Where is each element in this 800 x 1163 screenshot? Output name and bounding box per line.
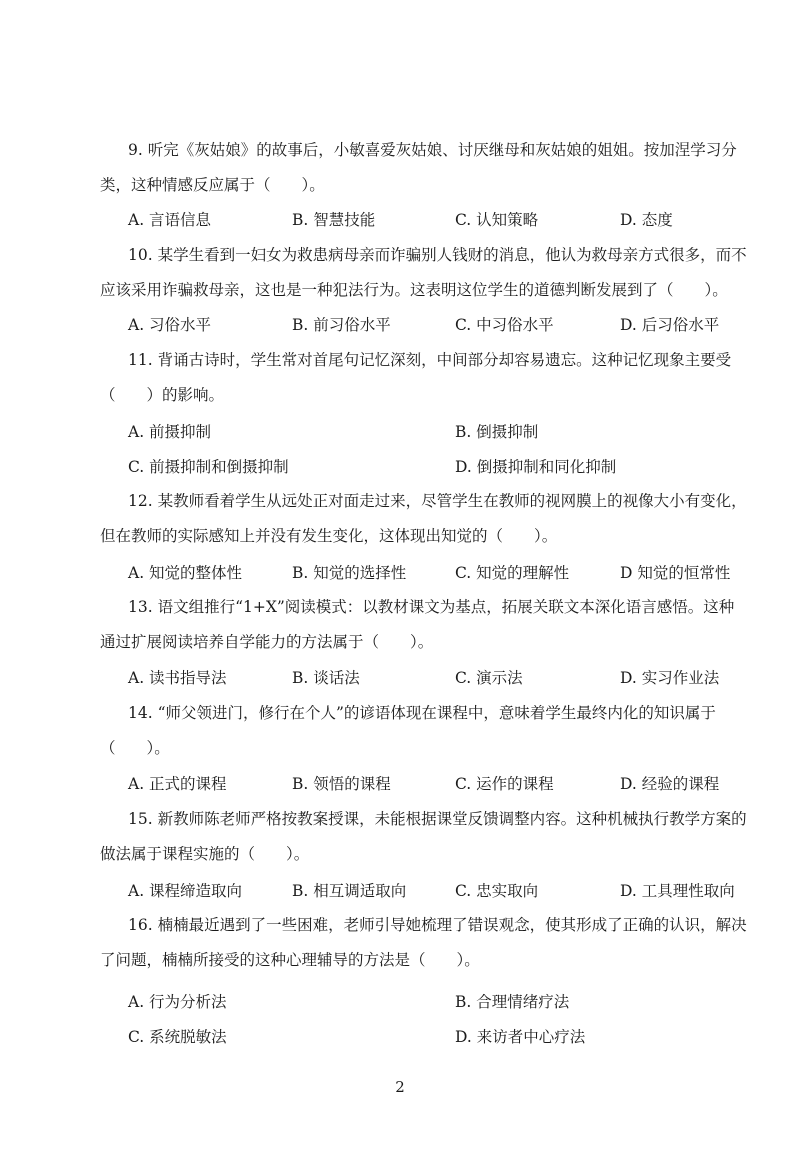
question-9-options [0, 203, 800, 237]
option-d[interactable]: D. 经验的课程 [620, 775, 720, 793]
option-b[interactable]: B. 合理情绪疗法 [455, 993, 570, 1011]
question-16-line-1: 16. 楠楠最近遇到了一些困难，老师引导她梳理了错误观念，使其形成了正确的认识，解决 [128, 916, 747, 934]
question-11-options-row-1 [0, 415, 800, 449]
question-11-options-row-2 [0, 450, 800, 484]
option-a[interactable]: A. 行为分析法 [128, 993, 227, 1011]
option-b[interactable]: B. 领悟的课程 [292, 775, 391, 793]
option-d[interactable]: D. 态度 [620, 211, 673, 229]
option-c[interactable]: C. 系统脱敏法 [128, 1028, 227, 1046]
question-9-line-1: 9. 听完《灰姑娘》的故事后，小敏喜爱灰姑娘、讨厌继母和灰姑娘的姐姐。按加涅学习分 [128, 141, 737, 159]
question-15-line-1: 15. 新教师陈老师严格按教案授课，未能根据课堂反馈调整内容。这种机械执行教学方案的 [128, 810, 747, 828]
option-a[interactable]: A. 正式的课程 [128, 775, 227, 793]
option-d[interactable]: D. 来访者中心疗法 [455, 1028, 586, 1046]
question-13-options [0, 661, 800, 695]
option-d[interactable]: D. 后习俗水平 [620, 316, 720, 334]
question-10-line-1: 10. 某学生看到一妇女为救患病母亲而诈骗别人钱财的消息，他认为救母亲方式很多，而不 [128, 246, 747, 264]
question-13-line-2: 通过扩展阅读培养自学能力的方法属于（ ）。 [100, 633, 434, 651]
option-b[interactable]: B. 相互调适取向 [292, 882, 407, 900]
option-c[interactable]: C. 知觉的理解性 [455, 564, 570, 582]
question-10-line-2: 应该采用诈骗救母亲，这也是一种犯法行为。这表明这位学生的道德判断发展到了（ ）。 [100, 281, 728, 299]
option-c[interactable]: C. 认知策略 [455, 211, 539, 229]
option-a[interactable]: A. 习俗水平 [128, 316, 212, 334]
option-a[interactable]: A. 读书指导法 [128, 669, 227, 687]
question-11-line-1: 11. 背诵古诗时，学生常对首尾句记忆深刻，中间部分却容易遗忘。这种记忆现象主要受 [128, 351, 732, 369]
option-b[interactable]: B. 知觉的选择性 [292, 564, 407, 582]
question-16-options-row-2 [0, 1020, 800, 1054]
question-15-options [0, 874, 800, 908]
question-12-line-1: 12. 某教师看着学生从远处正对面走过来，尽管学生在教师的视网膜上的视像大小有变化， [128, 492, 747, 510]
option-a[interactable]: A. 言语信息 [128, 211, 212, 229]
question-16-line-2: 了问题，楠楠所接受的这种心理辅导的方法是（ ）。 [100, 951, 480, 969]
question-13-line-1: 13. 语文组推行“1+X”阅读模式：以教材课文为基点，拓展关联文本深化语言感悟。这种 [128, 598, 735, 616]
question-10-options [0, 308, 800, 342]
option-d[interactable]: D. 实习作业法 [620, 669, 720, 687]
option-d[interactable]: D 知觉的恒常性 [620, 564, 731, 582]
option-c[interactable]: C. 演示法 [455, 669, 523, 687]
option-d[interactable]: D. 工具理性取向 [620, 882, 735, 900]
question-14-line-1: 14. “师父领进门，修行在个人”的谚语体现在课程中，意味着学生最终内化的知识属于 [128, 704, 716, 722]
option-a[interactable]: A. 课程缔造取向 [128, 882, 243, 900]
option-a[interactable]: A. 知觉的整体性 [128, 564, 243, 582]
question-11-line-2: （ ）的影响。 [100, 386, 225, 404]
option-d[interactable]: D. 倒摄抑制和同化抑制 [455, 458, 617, 476]
question-15-line-2: 做法属于课程实施的（ ）。 [100, 845, 310, 863]
question-12-options [0, 556, 800, 590]
option-c[interactable]: C. 中习俗水平 [455, 316, 554, 334]
page-number: 2 [395, 1078, 405, 1096]
question-9-line-2: 类，这种情感反应属于（ ）。 [100, 176, 325, 194]
option-b[interactable]: B. 谈话法 [292, 669, 360, 687]
option-b[interactable]: B. 前习俗水平 [292, 316, 391, 334]
option-b[interactable]: B. 倒摄抑制 [455, 423, 539, 441]
question-14-line-2: （ ）。 [100, 739, 170, 757]
option-c[interactable]: C. 忠实取向 [455, 882, 539, 900]
option-c[interactable]: C. 运作的课程 [455, 775, 554, 793]
question-14-options [0, 767, 800, 801]
question-12-line-2: 但在教师的实际感知上并没有发生变化，这体现出知觉的（ ）。 [100, 527, 558, 545]
option-c[interactable]: C. 前摄抑制和倒摄抑制 [128, 458, 289, 476]
option-a[interactable]: A. 前摄抑制 [128, 423, 212, 441]
option-b[interactable]: B. 智慧技能 [292, 211, 376, 229]
question-16-options-row-1 [0, 985, 800, 1019]
